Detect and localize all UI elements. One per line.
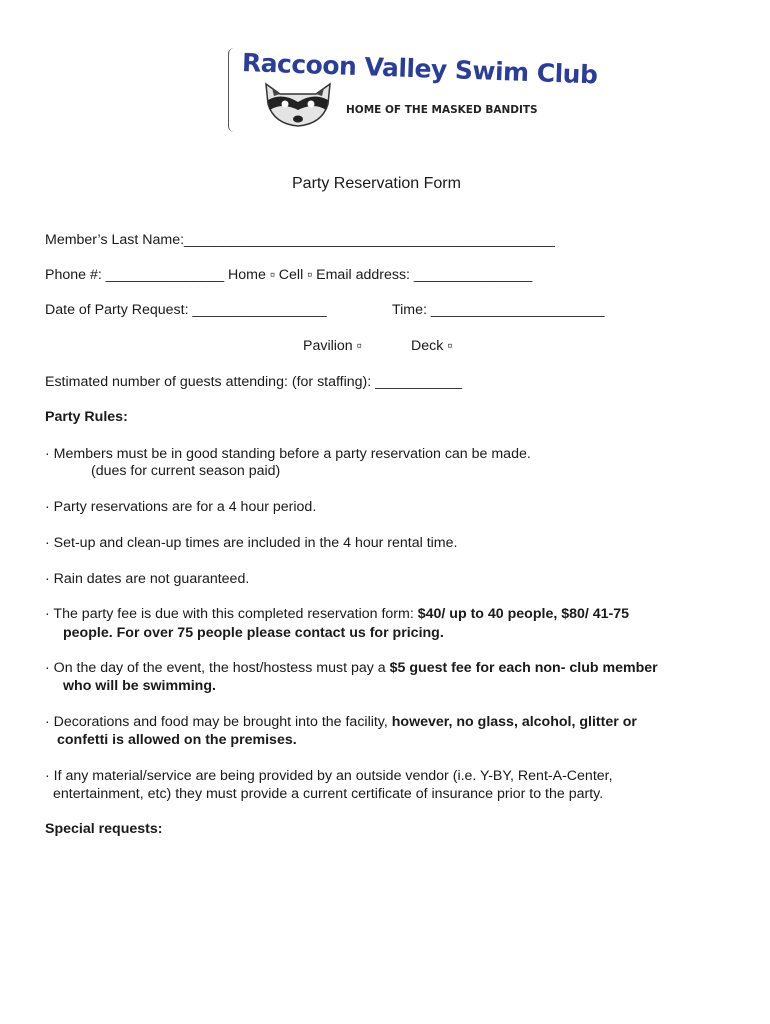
rule-vendor-cont: entertainment, etc) they must provide a current certificate of insurance prior to the party. — [53, 786, 604, 802]
club-logo — [228, 44, 598, 136]
party-date-field[interactable]: Date of Party Request: _________________ — [45, 302, 327, 318]
last-name-field[interactable]: Member’s Last Name:_______________________________________________ — [45, 232, 555, 248]
rule-decorations-cont: confetti is allowed on the premises. — [57, 732, 297, 748]
rule-rain-dates: · Rain dates are not guaranteed. — [45, 571, 250, 587]
phone-field[interactable]: Phone #: _______________ Home ▫ Cell ▫ Email address: _______________ — [45, 267, 533, 283]
rule-four-hours: · Party reservations are for a 4 hour period. — [45, 499, 317, 515]
rule-good-standing: · Members must be in good standing before a party reservation can be made. — [45, 446, 531, 462]
deck-checkbox[interactable]: Deck ▫ — [411, 338, 453, 354]
logo-subtitle: HOME OF THE MASKED BANDITS — [346, 104, 538, 116]
rules-heading: Party Rules: — [45, 409, 128, 425]
rule-setup-time: · Set-up and clean-up times are included in the 4 hour rental time. — [45, 535, 458, 551]
logo-title: Raccoon Valley Swim Club — [241, 48, 598, 90]
rule-guest-fee: · On the day of the event, the host/hostess must pay a $5 guest fee for each non- club member — [45, 660, 658, 676]
raccoon-mask-icon — [258, 78, 338, 130]
party-time-field[interactable]: Time: ______________________ — [392, 302, 605, 318]
pavilion-checkbox[interactable]: Pavilion ▫ — [303, 338, 362, 354]
rule-decorations: · Decorations and food may be brought into the facility, however, no glass, alcohol, glitter or — [45, 714, 637, 730]
rule-vendor: · If any material/service are being provided by an outside vendor (i.e. Y-BY, Rent-A-Center, — [45, 768, 613, 784]
rule-party-fee: · The party fee is due with this completed reservation form: $40/ up to 40 people, $80/ 41-75 — [45, 606, 630, 622]
guests-field[interactable]: Estimated number of guests attending: (for staffing): ___________ — [45, 374, 462, 390]
rule-party-fee-cont: people. For over 75 people please contact us for pricing. — [63, 625, 444, 641]
page-title: Party Reservation Form — [292, 175, 461, 192]
rule-good-standing-note: (dues for current season paid) — [91, 463, 281, 479]
special-requests-heading: Special requests: — [45, 821, 163, 837]
rule-guest-fee-cont: who will be swimming. — [63, 678, 216, 694]
logo-bracket — [228, 48, 235, 132]
